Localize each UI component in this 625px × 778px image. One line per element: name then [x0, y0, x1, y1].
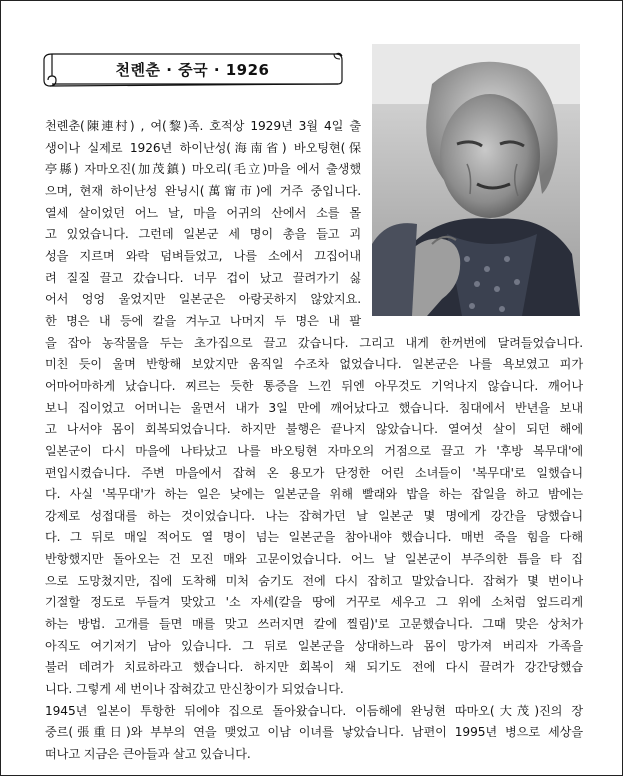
- text-line: 려 질질 끌고 갔습니다. 너무 겁이 났고 끌려가기 싫: [45, 270, 361, 285]
- text-line: 생이나 실제로 1926년 하이난성(海南省) 바오팅현(保: [45, 140, 361, 155]
- title-scroll-banner: [40, 50, 345, 88]
- text-line: 다. 사실 '복무대'가 하는 일은 낮에는 일본군을 위해 빨래와 밥을 하는 잡일을 하고 밤에는: [45, 487, 583, 502]
- text-line: 기절할 정도로 두들겨 맞았고 '소 자세(칼을 땅에 거꾸로 세우고 그 위에 소처럼 엎드리게: [45, 595, 583, 610]
- text-line: 다. 그 뒤로 매일 적어도 열 명이 넘는 일본군을 참아내야 했습니다. 매번 죽을 힘을 다해: [45, 530, 583, 545]
- text-line: 불러 데려가 치료하라고 했습니다. 하지만 회복이 채 되기도 전에 다시 끌려가 강간당했습: [45, 660, 583, 675]
- text-line: 고 있었습니다. 그런데 일본군 세 명이 총을 들고 괴: [45, 227, 361, 242]
- text-line: 한 명은 내 등에 칼을 겨누고 나머지 두 명은 내 팔: [45, 313, 361, 328]
- text-line: 중르(張重日)와 부부의 연을 맺었고 이남 이녀를 낳았습니다. 남편이 1995년 병으로 세상을: [45, 725, 583, 740]
- text-line: 하는 방법. 고개를 들면 매를 맞고 쓰러지면 칼에 찔림)'로 고문했습니다. 그때 맞은 상처가: [45, 617, 583, 632]
- text-line: 미친 듯이 울며 반항해 보았지만 움직일 수조차 없었습니다. 일본군은 나를 욕보였고 피가: [45, 357, 583, 372]
- text-line: 강제로 성접대를 하는 것이었습니다. 나는 잡혀가던 날 일본군 몇 명에게 강간을 당했습니: [45, 508, 583, 523]
- text-line: 亭縣) 자마오진(加茂鎮) 마오리(毛立)마을 에서 출생했: [45, 162, 361, 177]
- text-line: 편입시켰습니다. 주변 마을에서 잡혀 온 용모가 단정한 어린 소녀들이 '복무대'로 일했습니: [45, 465, 583, 480]
- text-line: 반항했지만 돌아오는 건 모진 매와 고문이었습니다. 어느 날 일본군이 부주의한 틈을 타 집: [45, 552, 583, 567]
- text-line: 어마어마하게 났습니다. 찌르는 듯한 통증을 느낀 뒤엔 아무것도 기억나지 않습니다. 깨어나: [45, 378, 583, 393]
- text-line: 니다. 그렇게 세 번이나 잡혀갔고 만신창이가 되었습니다.: [45, 682, 344, 697]
- text-line: 어서 엉엉 울었지만 일본군은 아랑곳하지 않았지요.: [45, 292, 361, 307]
- text-line: 열세 살이었던 어느 날, 마을 어귀의 산에서 소를 몰: [45, 205, 361, 220]
- testimony-body: [45, 116, 585, 766]
- text-line: 천롄춘(陳連村) , 여(黎)족. 호적상 1929년 3월 4일 출: [45, 119, 361, 133]
- text-line: 떠나고 지금은 큰아들과 살고 있습니다.: [45, 747, 251, 762]
- page-title: 천롄춘 · 중국 · 1926: [115, 60, 270, 79]
- text-line: 으로 도망쳤지만, 집에 도착해 미처 숨기도 전에 다시 잡히고 말았습니다. 잡혀가 몇 번이나: [45, 573, 583, 588]
- text-line: 으며, 현재 하이난성 완닝시(萬甯市)에 거주 중입니다.: [45, 183, 361, 198]
- text-line: 을 잡아 농작물을 두는 초가집으로 끌고 갔습니다. 그리고 내게 한꺼번에 달려들었습니다.: [45, 335, 583, 350]
- text-line: 아직도 여기저기 남아 있습니다. 그 뒤로 일본군을 상대하느라 몸이 망가져 버리자 가족을: [45, 638, 583, 653]
- text-line: 성을 지르며 와락 덤벼들었고, 나를 소에서 끄집어내: [45, 248, 361, 263]
- text-line: 일본군이 다시 마을에 나타났고 나를 바오팅현 자마오의 거점으로 끌고 가 '후방 복무대'에: [45, 443, 583, 458]
- text-line: 1945년 일본이 투항한 뒤에야 집으로 돌아왔습니다. 이듬해에 완닝현 따마오(大茂)진의 장: [45, 703, 583, 718]
- text-line: 고 나서야 몸이 회복되었습니다. 하지만 불행은 끝나지 않았습니다. 열여섯 살이 되던 해에: [45, 422, 583, 437]
- text-line: 보니 집이었고 어머니는 울면서 내가 3일 만에 깨어났다고 했습니다. 침대에서 반년을 보내: [45, 400, 583, 415]
